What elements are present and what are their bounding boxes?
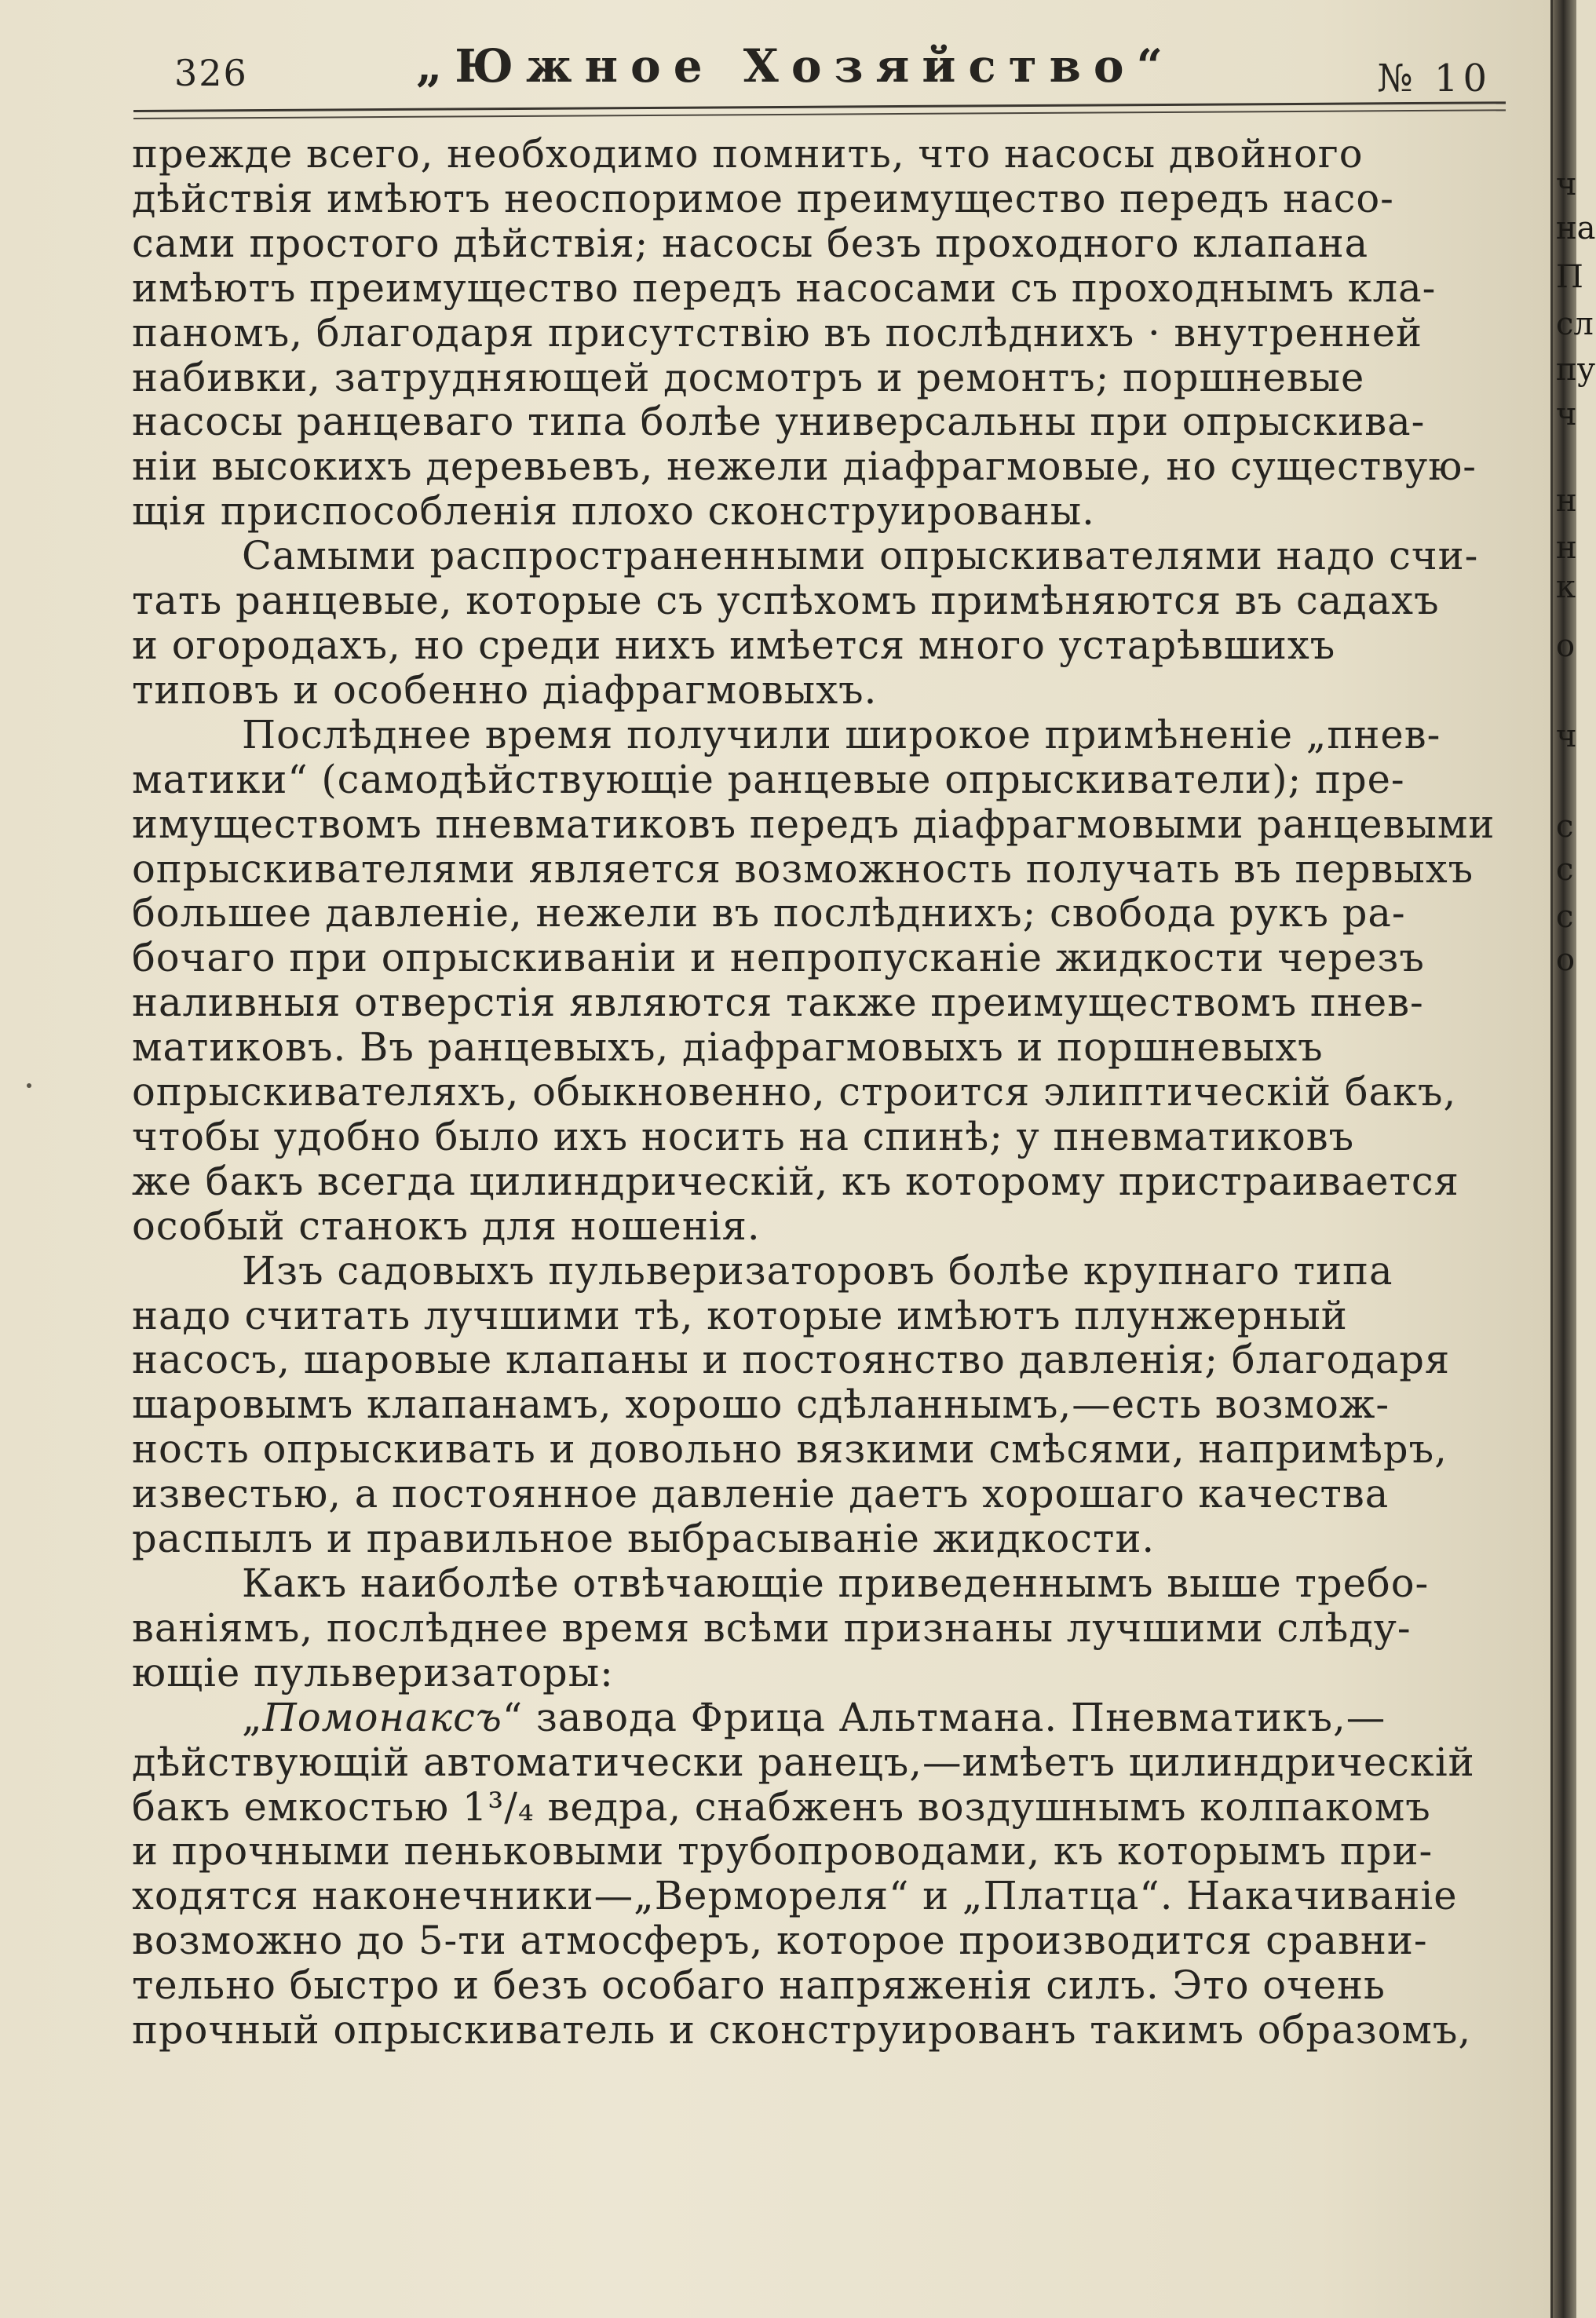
adjacent-page-fragment: о	[1556, 628, 1576, 664]
text-line: возможно до 5-ти атмосферъ, которое производится сравни-	[132, 1918, 1428, 1964]
product-name: Помонаксъ	[262, 1694, 502, 1740]
text-line: известью, а постоянное давленіе даетъ хорошаго качества	[132, 1471, 1390, 1517]
text-line: матиковъ. Въ ранцевыхъ, діафрагмовыхъ и поршневыхъ	[132, 1024, 1324, 1071]
adjacent-page-fragment: сл	[1556, 306, 1594, 342]
text-line: Самыми распространенными опрыскивателями надо счи-	[242, 533, 1479, 579]
text-line: и огородахъ, но среди нихъ имѣется много устарѣвшихъ	[132, 622, 1336, 668]
book-spine	[1553, 0, 1596, 2318]
paragraph-6	[132, 1696, 1529, 2053]
issue-number: № 10	[1377, 57, 1492, 100]
text-line: Изъ садовыхъ пульверизаторовъ болѣе крупнаго типа	[242, 1247, 1393, 1294]
text-line: же бакъ всегда цилиндрическій, къ которому пристраивается	[132, 1158, 1459, 1204]
adjacent-page-fragment: с	[1556, 899, 1574, 935]
text-line: прочный опрыскиватель и сконструированъ такимъ образомъ,	[132, 2007, 1472, 2053]
text-line: имѣютъ преимущество передъ насосами съ проходнымъ кла-	[132, 265, 1437, 311]
adjacent-page-fragment: н	[1556, 530, 1577, 566]
adjacent-page-fragment: пу	[1556, 352, 1596, 388]
text-line: насосы ранцеваго типа болѣе универсальны при опрыскива-	[132, 399, 1426, 445]
text-line: особый станокъ для ношенія.	[132, 1203, 761, 1249]
adjacent-page-fragment: ч	[1556, 166, 1577, 203]
paragraph-1	[132, 132, 1529, 534]
text-line: бочаго при опрыскиваніи и непропусканіе жидкости черезъ	[132, 935, 1425, 981]
text-line: наливныя отверстія являются также преимуществомъ пнев-	[132, 980, 1424, 1026]
text-line: большее давленіе, нежели въ послѣднихъ; свобода рукъ ра-	[132, 890, 1406, 936]
page-number: 326	[174, 52, 248, 94]
text-line: дѣйствующій автоматически ранецъ,—имѣетъ цилиндрическій	[132, 1739, 1475, 1785]
open-quote: „	[242, 1694, 263, 1740]
text-line: ходятся наконечники—„Вермореля“ и „Платца“. Накачиваніе	[132, 1873, 1458, 1919]
text-line: матики“ (самодѣйствующіе ранцевые опрыскиватели); пре-	[132, 756, 1405, 802]
text-line: опрыскивателями является возможность получать въ первыхъ	[132, 845, 1474, 892]
adjacent-page-fragment: с	[1556, 852, 1574, 888]
text-line: распылъ и правильное выбрасываніе жидкости.	[132, 1516, 1156, 1562]
text-line: щія приспособленія плохо сконструированы.	[132, 488, 1095, 535]
text-line: ность опрыскивать и довольно вязкими смѣсями, напримѣръ,	[132, 1426, 1448, 1473]
adjacent-page-fragment: к	[1556, 569, 1576, 605]
adjacent-page-fragment: ч	[1556, 396, 1577, 433]
text-line: ніи высокихъ деревьевъ, нежели діафрагмовые, но существую-	[132, 444, 1477, 490]
text-line: ющіе пульверизаторы:	[132, 1649, 614, 1696]
ink-speck	[27, 1083, 31, 1088]
text-line: Послѣднее время получили широкое примѣненіе „пнев-	[242, 711, 1441, 757]
text-line: Какъ наиболѣе отвѣчающіе приведеннымъ выше требо-	[242, 1561, 1430, 1606]
adjacent-page-fragment: н	[1556, 483, 1577, 519]
paragraph-3	[132, 713, 1529, 1249]
journal-title: „Южное Хозяйство“	[416, 39, 1175, 93]
text-line: надо считать лучшими тѣ, которые имѣютъ плунжерный	[132, 1292, 1348, 1338]
text-line: опрыскивателяхъ, обыкновенно, строится элиптическій бакъ,	[132, 1069, 1457, 1115]
text-line: и прочными пеньковыми трубопроводами, къ которымъ при-	[132, 1828, 1433, 1874]
article-body	[132, 132, 1529, 2053]
text-line: шаровымъ клапанамъ, хорошо сдѣланнымъ,—есть возмож-	[132, 1382, 1390, 1428]
adjacent-page-fragment: с	[1556, 809, 1574, 845]
paragraph-5	[132, 1561, 1529, 1696]
text-line: набивки, затрудняющей досмотръ и ремонтъ; поршневые	[132, 354, 1365, 400]
text-line: прежде всего, необходимо помнить, что насосы двойного	[132, 131, 1364, 177]
adjacent-page-fragment: на	[1556, 210, 1596, 246]
text-line: ваніямъ, послѣднее время всѣми признаны лучшими слѣду-	[132, 1604, 1412, 1651]
line-rest: “ завода Фрица Альтмана. Пневматикъ,—	[502, 1694, 1386, 1740]
text-line: имуществомъ пневматиковъ передъ діафрагмовыми ранцевыми	[132, 801, 1496, 847]
text-line: тать ранцевые, которые съ успѣхомъ примѣняются въ садахъ	[132, 578, 1440, 624]
text-line: насосъ, шаровые клапаны и постоянство давленія; благодаря	[132, 1337, 1451, 1383]
paragraph-4	[132, 1249, 1529, 1561]
text-line: чтобы удобно было ихъ носить на спинѣ; у пневматиковъ	[132, 1113, 1355, 1159]
text-line	[132, 1696, 1529, 1740]
adjacent-page-fragment: ч	[1556, 718, 1577, 754]
text-line: типовъ и особенно діафрагмовыхъ.	[132, 666, 878, 713]
adjacent-page-fragment: П	[1556, 259, 1583, 295]
adjacent-page-fragment: о	[1556, 942, 1576, 978]
text-line: дѣйствія имѣютъ неоспоримое преимущество передъ насо-	[132, 175, 1394, 221]
paragraph-2	[132, 534, 1529, 713]
text-line: тельно быстро и безъ особаго напряженія силъ. Это очень	[132, 1962, 1386, 2009]
text-line: бакъ емкостью 1³/₄ ведра, снабженъ воздушнымъ колпакомъ	[132, 1783, 1431, 1830]
text-line: паномъ, благодаря присутствію въ послѣднихъ · внутренней	[132, 309, 1423, 356]
text-line: сами простого дѣйствія; насосы безъ проходного клапана	[132, 220, 1369, 266]
